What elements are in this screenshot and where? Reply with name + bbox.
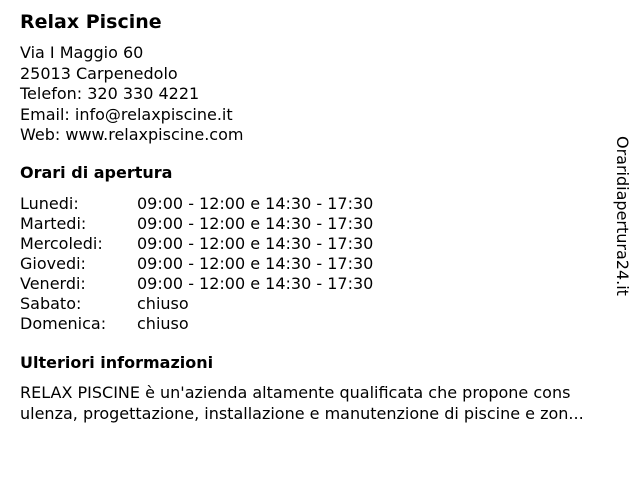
address-city: 25013 Carpenedolo (20, 63, 178, 83)
more-info-heading: Ulteriori informazioni (20, 353, 214, 372)
hours-row (20, 254, 373, 274)
time-value: 09:00 - 12:00 e 14:30 - 17:30 (137, 234, 374, 253)
description-line: RELAX PISCINE è un'azienda altamente qualificata che propone cons (20, 383, 571, 402)
hours-row (20, 314, 373, 334)
day-label: Martedi: (20, 214, 87, 233)
hours-row (20, 194, 373, 214)
hours-row (20, 234, 373, 254)
day-label: Mercoledi: (20, 234, 103, 253)
watermark-text: Oraridiapertura24.it (613, 136, 632, 296)
description-line: ulenza, progettazione, installazione e manutenzione di piscine e zon... (20, 403, 584, 423)
business-description (20, 383, 632, 424)
day-label: Giovedi: (20, 254, 86, 273)
web-line: Web: www.relaxpiscine.com (20, 125, 244, 144)
hours-row (20, 214, 373, 234)
time-value: chiuso (137, 314, 189, 333)
time-value: chiuso (137, 294, 189, 313)
email-line: Email: info@relaxpiscine.it (20, 104, 233, 124)
day-label: Venerdi: (20, 274, 86, 293)
business-name: Relax Piscine (20, 11, 162, 33)
time-value: 09:00 - 12:00 e 14:30 - 17:30 (137, 274, 374, 293)
time-value: 09:00 - 12:00 e 14:30 - 17:30 (137, 214, 374, 233)
site-watermark (612, 136, 632, 308)
day-label: Lunedi: (20, 194, 79, 213)
day-label: Domenica: (20, 314, 107, 333)
time-value: 09:00 - 12:00 e 14:30 - 17:30 (137, 254, 374, 273)
contact-block (20, 43, 243, 146)
hours-row (20, 294, 373, 314)
day-label: Sabato: (20, 294, 82, 313)
time-value: 09:00 - 12:00 e 14:30 - 17:30 (137, 194, 374, 213)
address-street: Via I Maggio 60 (20, 43, 144, 62)
opening-hours-heading: Orari di apertura (20, 163, 173, 182)
phone-line: Telefon: 320 330 4221 (20, 84, 200, 103)
hours-row (20, 274, 373, 294)
opening-hours-table (20, 194, 373, 334)
